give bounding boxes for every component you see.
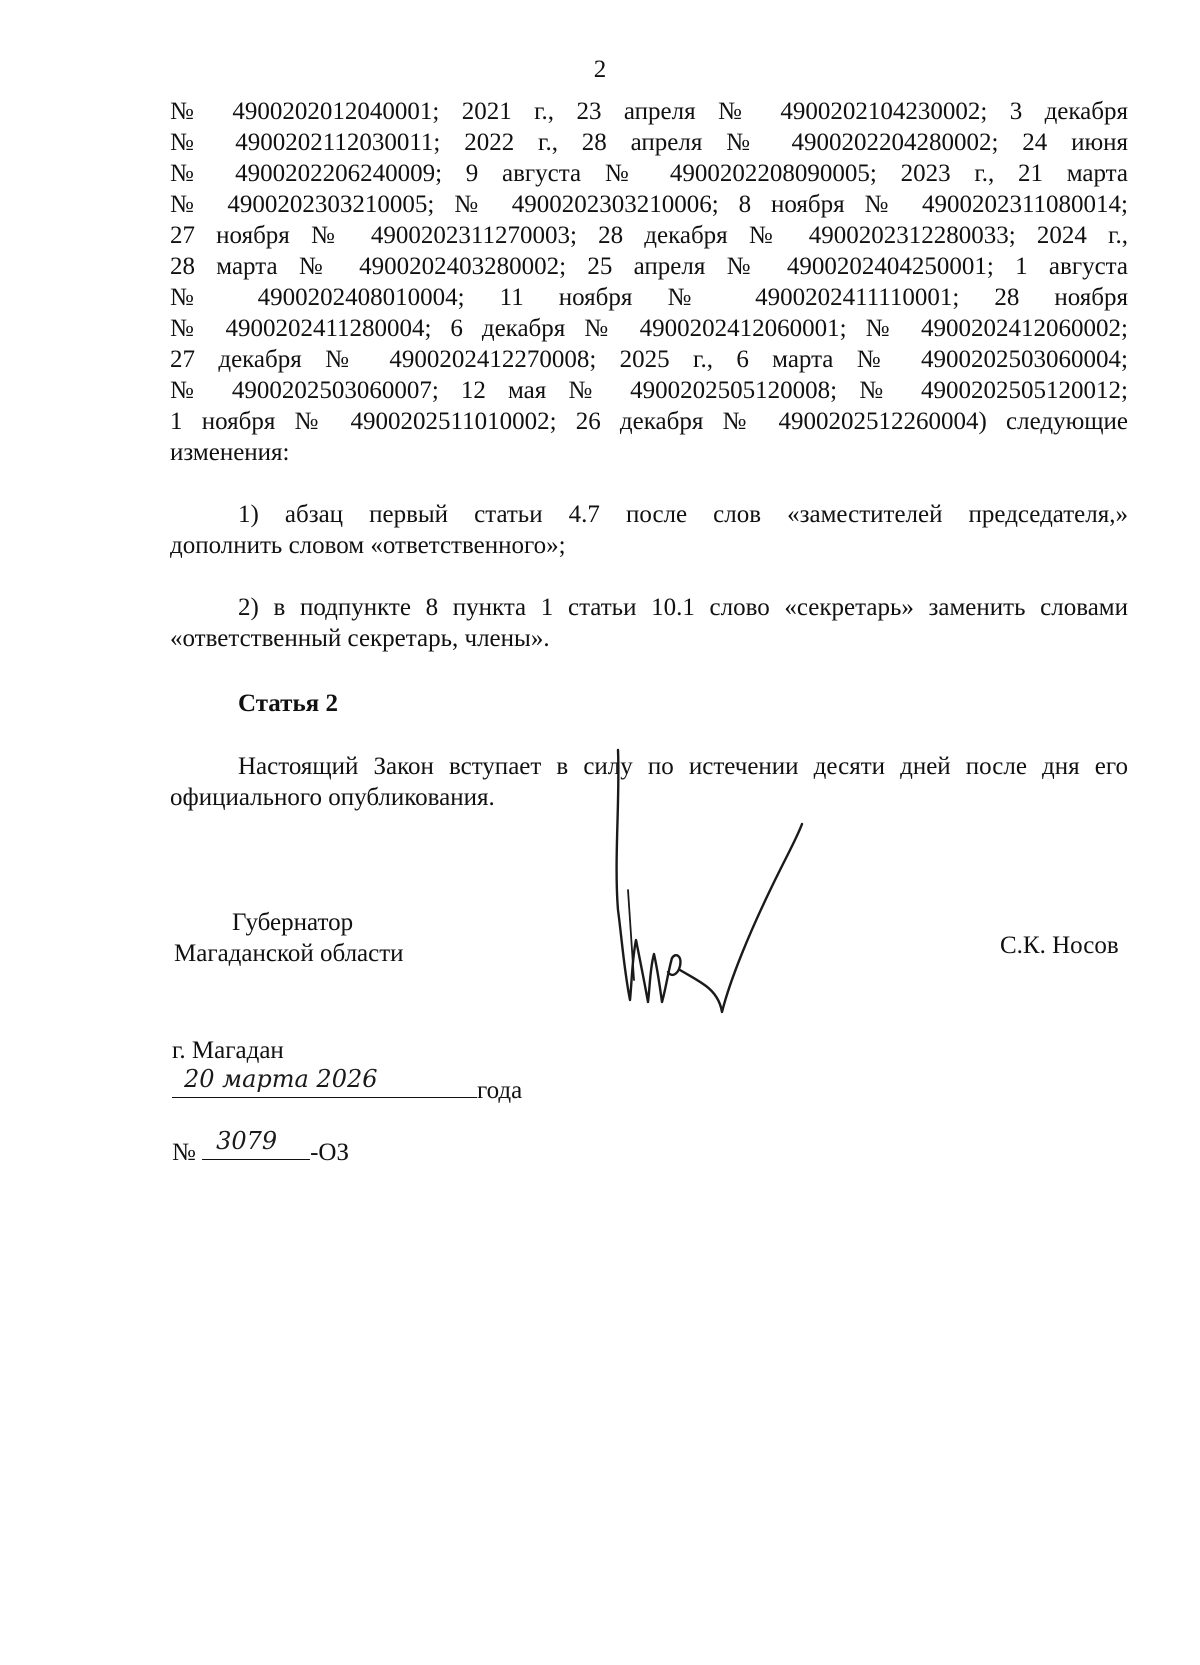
body-line: 27 декабря № 4900202412270008; 2025 г., 6 марта № 4900202503060004;: [170, 346, 1128, 373]
region-name: Магаданской области: [174, 940, 404, 967]
body-line: 28 марта № 4900202403280002; 25 апреля № 4900202404250001; 1 августа: [170, 253, 1128, 280]
date-field: [172, 1066, 477, 1098]
number-handwritten: 3079: [216, 1127, 278, 1155]
article-2-heading: Статья 2: [238, 690, 338, 717]
amendment-1-line-1: 1) абзац первый статьи 4.7 после слов «заместителей председателя,»: [238, 501, 1128, 528]
body-line: № 4900202112030011; 2022 г., 28 апреля № 4900202204280002; 24 июня: [170, 129, 1128, 156]
body-line: 1 ноября № 4900202511010002; 26 декабря № 4900202512260004) следующие: [170, 408, 1128, 435]
city: г. Магадан: [172, 1037, 284, 1064]
amendment-2-line-1: 2) в подпункте 8 пункта 1 статьи 10.1 слово «секретарь» заменить словами: [238, 594, 1128, 621]
page-number: 2: [593, 56, 607, 83]
body-line: № 4900202303210005; № 4900202303210006; 8 ноября № 4900202311080014;: [170, 191, 1128, 218]
article-2-line-2: официального опубликования.: [170, 784, 495, 811]
amendment-1-line-2: дополнить словом «ответственного»;: [170, 532, 566, 559]
body-line: 27 ноября № 4900202311270003; 28 декабря № 4900202312280033; 2024 г.,: [170, 222, 1128, 249]
body-line: № 4900202411280004; 6 декабря № 4900202412060001; № 4900202412060002;: [170, 315, 1128, 342]
date-handwritten: 20 марта 2026: [184, 1065, 378, 1093]
date-line: [172, 1066, 522, 1106]
body-line: № 4900202408010004; 11 ноября № 4900202411110001; 28 ноября: [170, 284, 1128, 311]
governor-name: С.К. Носов: [1000, 932, 1119, 959]
body-line: изменения:: [170, 439, 290, 466]
body-line: № 4900202503060007; 12 мая № 4900202505120008; № 4900202505120012;: [170, 377, 1128, 404]
article-2-line-1: Настоящий Закон вступает в силу по истечении десяти дней после дня его: [238, 753, 1128, 780]
signature-image: [610, 740, 830, 1020]
body-line: № 4900202206240009; 9 августа № 4900202208090005; 2023 г., 21 марта: [170, 160, 1128, 187]
number-field: [202, 1128, 310, 1160]
date-suffix: года: [477, 1077, 523, 1104]
governor-title: Губернатор: [232, 909, 354, 936]
number-prefix: №: [172, 1139, 196, 1166]
law-number-line: [172, 1128, 349, 1168]
body-line: № 4900202012040001; 2021 г., 23 апреля № 4900202104230002; 3 декабря: [170, 98, 1128, 125]
number-suffix: -ОЗ: [310, 1139, 350, 1166]
amendment-2-line-2: «ответственный секретарь, члены».: [170, 625, 550, 652]
